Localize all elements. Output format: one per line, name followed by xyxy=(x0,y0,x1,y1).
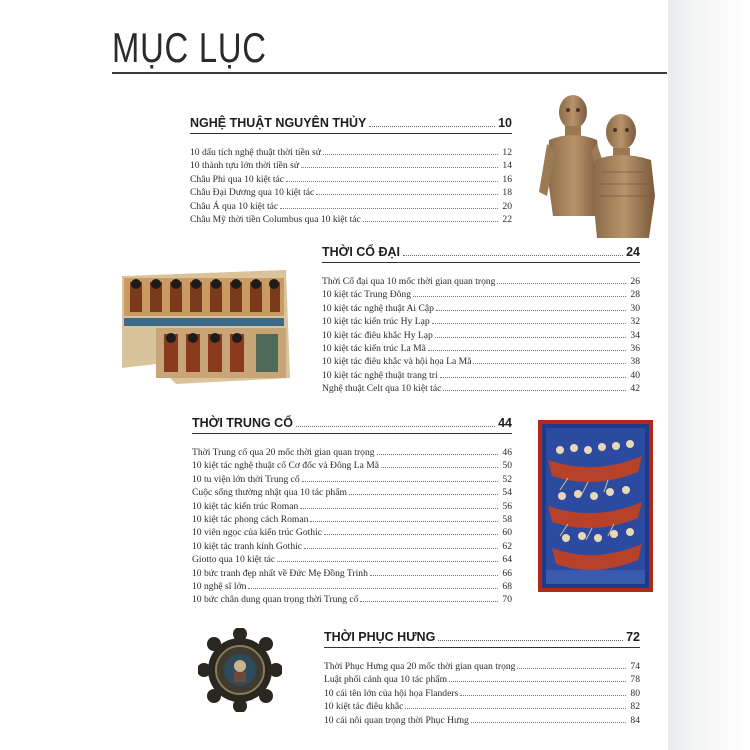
entry-page: 66 xyxy=(502,567,512,579)
toc-entry xyxy=(192,513,512,526)
entry-title: 10 viên ngọc của kiến trúc Gothic xyxy=(192,527,323,539)
dot-leader xyxy=(435,337,626,338)
entry-page: 62 xyxy=(502,540,512,552)
toc-entry xyxy=(190,173,512,186)
entry-title: Châu Đại Dương qua 10 kiệt tác xyxy=(190,187,315,199)
dot-leader xyxy=(302,481,498,482)
toc-entry xyxy=(322,288,640,301)
entry-page: 12 xyxy=(502,147,512,158)
dot-leader xyxy=(471,722,626,723)
entry-page: 74 xyxy=(630,661,640,672)
entry-page: 20 xyxy=(502,200,512,212)
entry-page: 64 xyxy=(502,554,512,566)
toc-entry xyxy=(192,526,512,539)
dot-leader xyxy=(280,208,498,209)
dot-leader xyxy=(438,639,623,641)
entry-list xyxy=(324,660,640,727)
entry-page: 52 xyxy=(502,473,512,485)
dot-leader xyxy=(428,350,626,351)
page-title: MỤC LỤC xyxy=(112,24,267,71)
toc-entry xyxy=(192,580,512,593)
toc-entry xyxy=(192,567,512,580)
entry-title: Cuộc sống thường nhật qua 10 tác phẩm xyxy=(192,487,347,499)
entry-title: 10 cái tên lớn của hội họa Flanders xyxy=(324,687,459,699)
dot-leader xyxy=(296,425,495,427)
toc-entry xyxy=(190,200,512,213)
section-renaissance xyxy=(324,630,640,727)
entry-page: 38 xyxy=(630,356,640,368)
entry-page: 36 xyxy=(630,343,640,355)
entry-page: 40 xyxy=(630,369,640,381)
toc-entry xyxy=(322,329,640,342)
dot-leader xyxy=(436,310,626,311)
dot-leader xyxy=(310,521,498,522)
section-header xyxy=(322,245,640,263)
entry-page: 14 xyxy=(502,160,512,172)
medieval-manuscript-image xyxy=(538,420,653,592)
entry-title: 10 kiệt tác điêu khắc và hội họa La Mã xyxy=(322,356,472,368)
entry-title: 10 cái nôi quan trọng thời Phục Hưng xyxy=(324,714,469,726)
toc-entry xyxy=(324,714,640,727)
dot-leader xyxy=(248,588,498,589)
entry-page: 56 xyxy=(502,500,512,512)
toc-entry xyxy=(322,369,640,382)
section-header xyxy=(190,116,512,134)
dot-leader xyxy=(286,181,498,182)
dot-leader xyxy=(443,390,626,391)
entry-title: Châu Mỹ thời tiền Columbus qua 10 kiệt tác xyxy=(190,214,361,226)
toc-entry xyxy=(324,700,640,713)
entry-title: 10 kiệt tác tranh kính Gothic xyxy=(192,540,303,552)
toc-entry xyxy=(192,459,512,472)
entry-page: 34 xyxy=(630,329,640,341)
dot-leader xyxy=(360,601,498,602)
dot-leader xyxy=(432,323,626,324)
entry-page: 32 xyxy=(630,316,640,328)
entry-title: 10 kiệt tác nghệ thuật cổ Cơ đốc và Đông La Mã xyxy=(192,460,380,472)
entry-title: 10 kiệt tác kiến trúc Hy Lạp xyxy=(322,316,430,328)
entry-title: 10 tu viện lớn thời Trung cổ xyxy=(192,473,300,485)
toc-entry xyxy=(190,146,512,159)
dot-leader xyxy=(349,494,498,495)
entry-page: 78 xyxy=(630,674,640,686)
section-title: THỜI TRUNG CỔ xyxy=(192,416,293,430)
toc-entry xyxy=(192,553,512,566)
dot-leader xyxy=(381,467,498,468)
entry-title: 10 kiệt tác phong cách Roman xyxy=(192,514,309,526)
entry-title: Thời Trung cổ qua 20 mốc thời gian quan trọng xyxy=(192,447,375,458)
toc-entry xyxy=(322,302,640,315)
dot-leader xyxy=(304,548,498,549)
dot-leader xyxy=(277,561,498,562)
dot-leader xyxy=(497,283,626,284)
entry-title: 10 bức tranh đẹp nhất về Đức Mẹ Đồng Trinh xyxy=(192,567,368,579)
dot-leader xyxy=(403,254,623,256)
toc-entry xyxy=(322,355,640,368)
entry-title: Nghệ thuật Celt qua 10 kiệt tác xyxy=(322,383,442,395)
toc-entry xyxy=(192,446,512,459)
entry-title: 10 thành tựu lớn thời tiền sử xyxy=(190,160,300,172)
section-title: THỜI CỔ ĐẠI xyxy=(322,245,401,259)
entry-page: 46 xyxy=(502,447,512,458)
entry-list xyxy=(192,446,512,607)
entry-page: 50 xyxy=(502,460,512,472)
toc-entry xyxy=(322,342,640,355)
section-page: 72 xyxy=(626,630,640,644)
dot-leader xyxy=(370,575,498,576)
dot-leader xyxy=(440,377,626,378)
entry-page: 42 xyxy=(630,383,640,395)
entry-page: 30 xyxy=(630,302,640,314)
entry-title: 10 kiệt tác điêu khắc Hy Lạp xyxy=(322,329,433,341)
entry-title: 10 dấu tích nghệ thuật thời tiền sử xyxy=(190,147,321,158)
entry-title: 10 kiệt tác Trung Đông xyxy=(322,289,412,301)
toc-entry xyxy=(192,473,512,486)
dot-leader xyxy=(517,668,626,669)
entry-title: Thời Cổ đại qua 10 mốc thời gian quan trọng xyxy=(322,276,496,287)
dot-leader xyxy=(324,534,498,535)
section-header xyxy=(192,416,512,434)
dot-leader xyxy=(316,194,498,195)
entry-page: 60 xyxy=(502,527,512,539)
dot-leader xyxy=(363,221,498,222)
entry-page: 18 xyxy=(502,187,512,199)
entry-title: 10 kiệt tác kiến trúc La Mã xyxy=(322,343,426,355)
toc-entry xyxy=(192,593,512,606)
section-header xyxy=(324,630,640,648)
toc-entry xyxy=(190,213,512,226)
dot-leader xyxy=(473,363,626,364)
section-title: NGHỆ THUẬT NGUYÊN THỦY xyxy=(190,116,367,130)
toc-entry xyxy=(192,500,512,513)
entry-page: 84 xyxy=(630,714,640,726)
dot-leader xyxy=(405,708,626,709)
toc-entry xyxy=(322,382,640,395)
toc-entry xyxy=(190,186,512,199)
entry-page: 54 xyxy=(502,487,512,499)
entry-page: 70 xyxy=(502,594,512,606)
entry-page: 28 xyxy=(630,289,640,301)
toc-entry xyxy=(324,687,640,700)
toc-entry xyxy=(190,159,512,172)
dot-leader xyxy=(300,508,498,509)
entry-page: 26 xyxy=(630,276,640,287)
entry-title: 10 bức chân dung quan trọng thời Trung cổ xyxy=(192,594,359,606)
entry-title: 10 kiệt tác kiến trúc Roman xyxy=(192,500,299,512)
section-page: 44 xyxy=(498,416,512,430)
entry-page: 58 xyxy=(502,514,512,526)
entry-page: 68 xyxy=(502,581,512,593)
section-antiquity xyxy=(322,245,640,396)
entry-list xyxy=(190,146,512,226)
entry-page: 16 xyxy=(502,173,512,185)
toc-entry xyxy=(192,486,512,499)
dot-leader xyxy=(413,296,626,297)
dot-leader xyxy=(369,125,495,127)
egyptian-fresco-image xyxy=(116,268,292,386)
prehistoric-figurines-image xyxy=(535,92,660,240)
toc-entry xyxy=(322,315,640,328)
toc-entry xyxy=(324,673,640,686)
entry-list xyxy=(322,275,640,396)
entry-title: 10 kiệt tác nghệ thuật Ai Cập xyxy=(322,302,434,314)
entry-page: 82 xyxy=(630,701,640,713)
dot-leader xyxy=(301,167,498,168)
renaissance-medallion-image xyxy=(198,628,282,712)
entry-title: 10 nghệ sĩ lớn xyxy=(192,581,247,593)
dot-leader xyxy=(323,154,498,155)
entry-title: Thời Phục Hưng qua 20 mốc thời gian quan trọng xyxy=(324,661,516,672)
section-page: 10 xyxy=(498,116,512,130)
toc-entry xyxy=(324,660,640,673)
dot-leader xyxy=(377,454,498,455)
toc-entry xyxy=(192,540,512,553)
entry-title: Giotto qua 10 kiệt tác xyxy=(192,554,276,566)
dot-leader xyxy=(449,681,626,682)
entry-title: 10 kiệt tác điêu khắc xyxy=(324,701,404,713)
section-title: THỜI PHỤC HƯNG xyxy=(324,630,436,644)
entry-title: Châu Phi qua 10 kiệt tác xyxy=(190,173,285,185)
entry-title: 10 kiệt tác nghệ thuật trang trí xyxy=(322,369,438,381)
page-gutter xyxy=(668,0,750,750)
entry-title: Châu Á qua 10 kiệt tác xyxy=(190,200,279,212)
entry-title: Luật phối cảnh qua 10 tác phẩm xyxy=(324,674,448,686)
section-prehistoric xyxy=(190,116,512,226)
toc-entry xyxy=(322,275,640,288)
entry-page: 80 xyxy=(630,687,640,699)
dot-leader xyxy=(460,695,626,696)
entry-page: 22 xyxy=(502,214,512,226)
title-divider xyxy=(112,72,667,74)
section-middle-ages xyxy=(192,416,512,607)
section-page: 24 xyxy=(626,245,640,259)
